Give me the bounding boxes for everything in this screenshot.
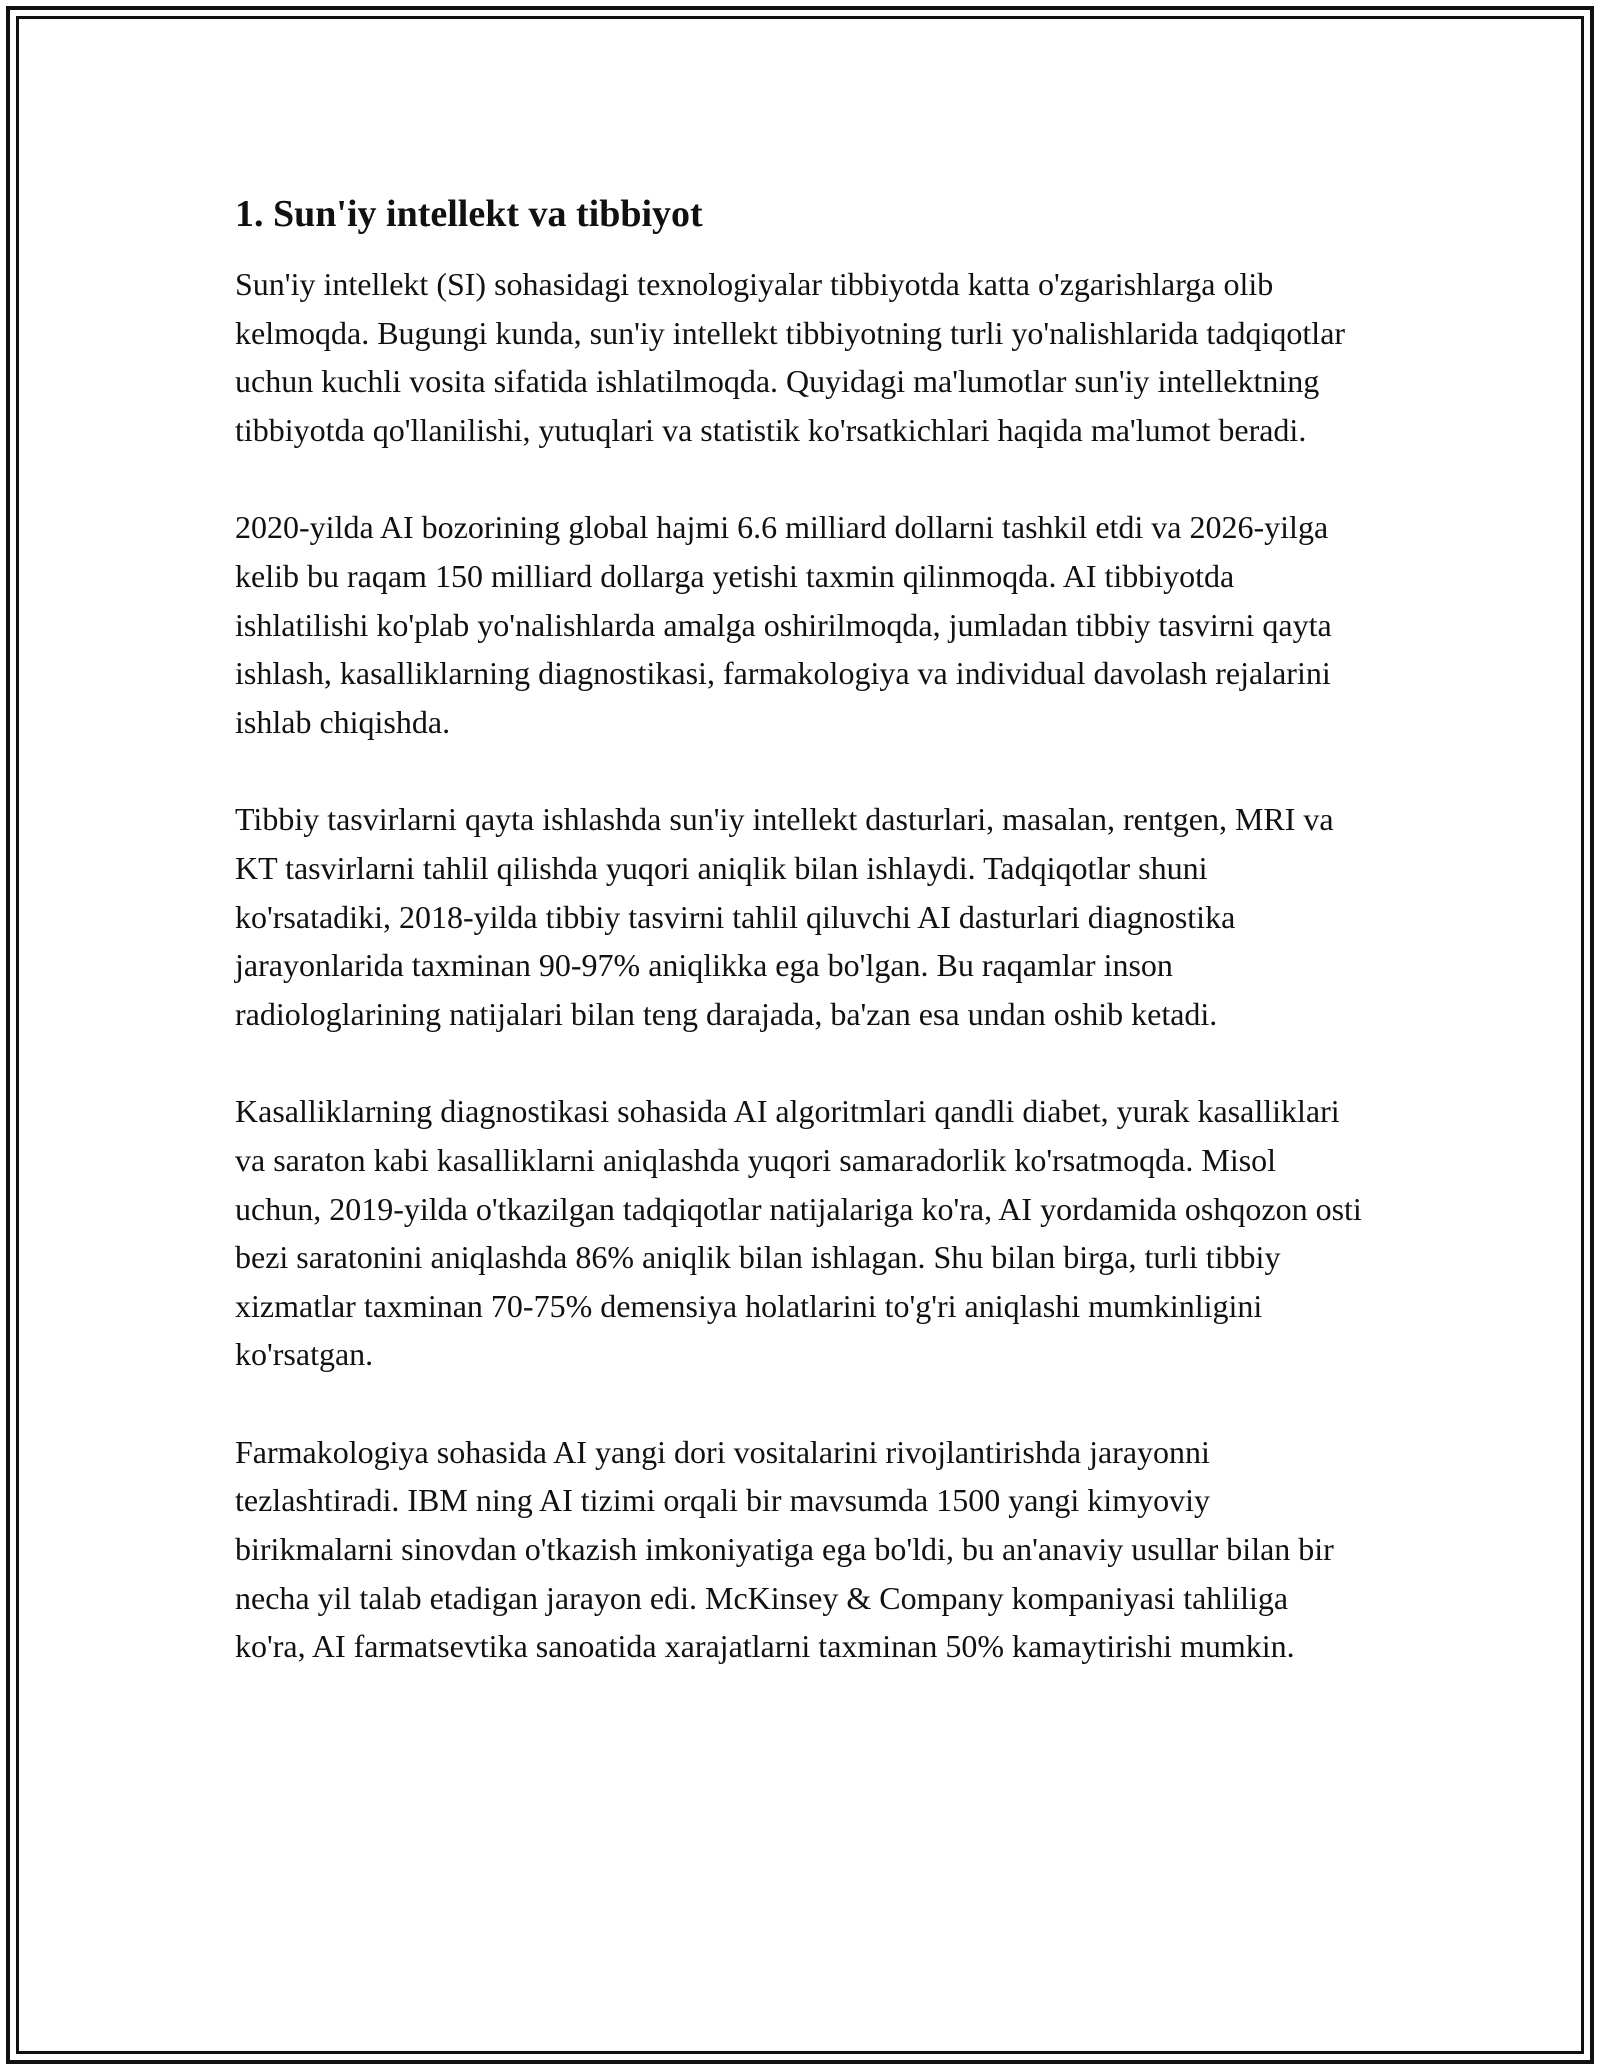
paragraph-market-size: 2020-yilda AI bozorining global hajmi 6.6 milliard dollarni tashkil etdi va 2026-yilga kelib bu raqam 150 milliard dollarga yetishi taxmin qilinmoqda. AI tibbiyotda ishlatilishi ko'plab yo'nalishlarda amalga oshirilmoqda, jumladan tibbiy tasvirni qayta ishlash, kasalliklarning diagnostikasi, farmakologiya va individual davolash rejalarini ishlab chiqishda.	[235, 509, 1332, 740]
paragraph-medical-imaging: Tibbiy tasvirlarni qayta ishlashda sun'iy intellekt dasturlari, masalan, rentgen, MRI va KT tasvirlarni tahlil qilishda yuqori aniqlik bilan ishlaydi. Tadqiqotlar shuni ko'rsatadiki, 2018-yilda tibbiy tasvirni tahlil qiluvchi AI dasturlari diagnostika jarayonlarida taxminan 90-97% aniqlikka ega bo'lgan. Bu raqamlar inson radiologlarining natijalari bilan teng darajada, ba'zan esa undan oshib ketadi.	[235, 801, 1334, 1032]
section-title: 1. Sun'iy intellekt va tibbiyot	[235, 193, 703, 235]
paragraph-diagnostics: Kasalliklarning diagnostikasi sohasida AI algoritmlari qandli diabet, yurak kasalliklari va saraton kabi kasalliklarni aniqlashda yuqori samaradorlik ko'rsatmoqda. Misol uchun, 2019-yilda o'tkazilgan tadqiqotlar natijalariga ko'ra, AI yordamida oshqozon osti bezi saratonini aniqlashda 86% aniqlik bilan ishlagan. Shu bilan birga, turli tibbiy xizmatlar taxminan 70-75% demensiya holatlarini to'g'ri aniqlashi mumkinligini ko'rsatgan.	[235, 1093, 1362, 1373]
document-body	[235, 188, 1365, 1720]
paragraph-pharmacology: Farmakologiya sohasida AI yangi dori vositalarini rivojlantirishda jarayonni tezlashtiradi. IBM ning AI tizimi orqali bir mavsumda 1500 yangi kimyoviy birikmalarni sinovdan o'tkazish imkoniyatiga ega bo'ldi, bu an'anaviy usullar bilan bir necha yil talab etadigan jarayon edi. McKinsey & Company kompaniyasi tahliliga ko'ra, AI farmatsevtika sanoatida xarajatlarni taxminan 50% kamaytirishi mumkin.	[235, 1433, 1334, 1665]
paragraph-intro: Sun'iy intellekt (SI) sohasidagi texnologiyalar tibbiyotda katta o'zgarishlarga olib kelmoqda. Bugungi kunda, sun'iy intellekt tibbiyotning turli yo'nalishlarida tadqiqotlar uchun kuchli vosita sifatida ishlatilmoqda. Quyidagi ma'lumotlar sun'iy intellektning tibbiyotda qo'llanilishi, yutuqlari va statistik ko'rsatkichlari haqida ma'lumot beradi.	[235, 266, 1346, 448]
